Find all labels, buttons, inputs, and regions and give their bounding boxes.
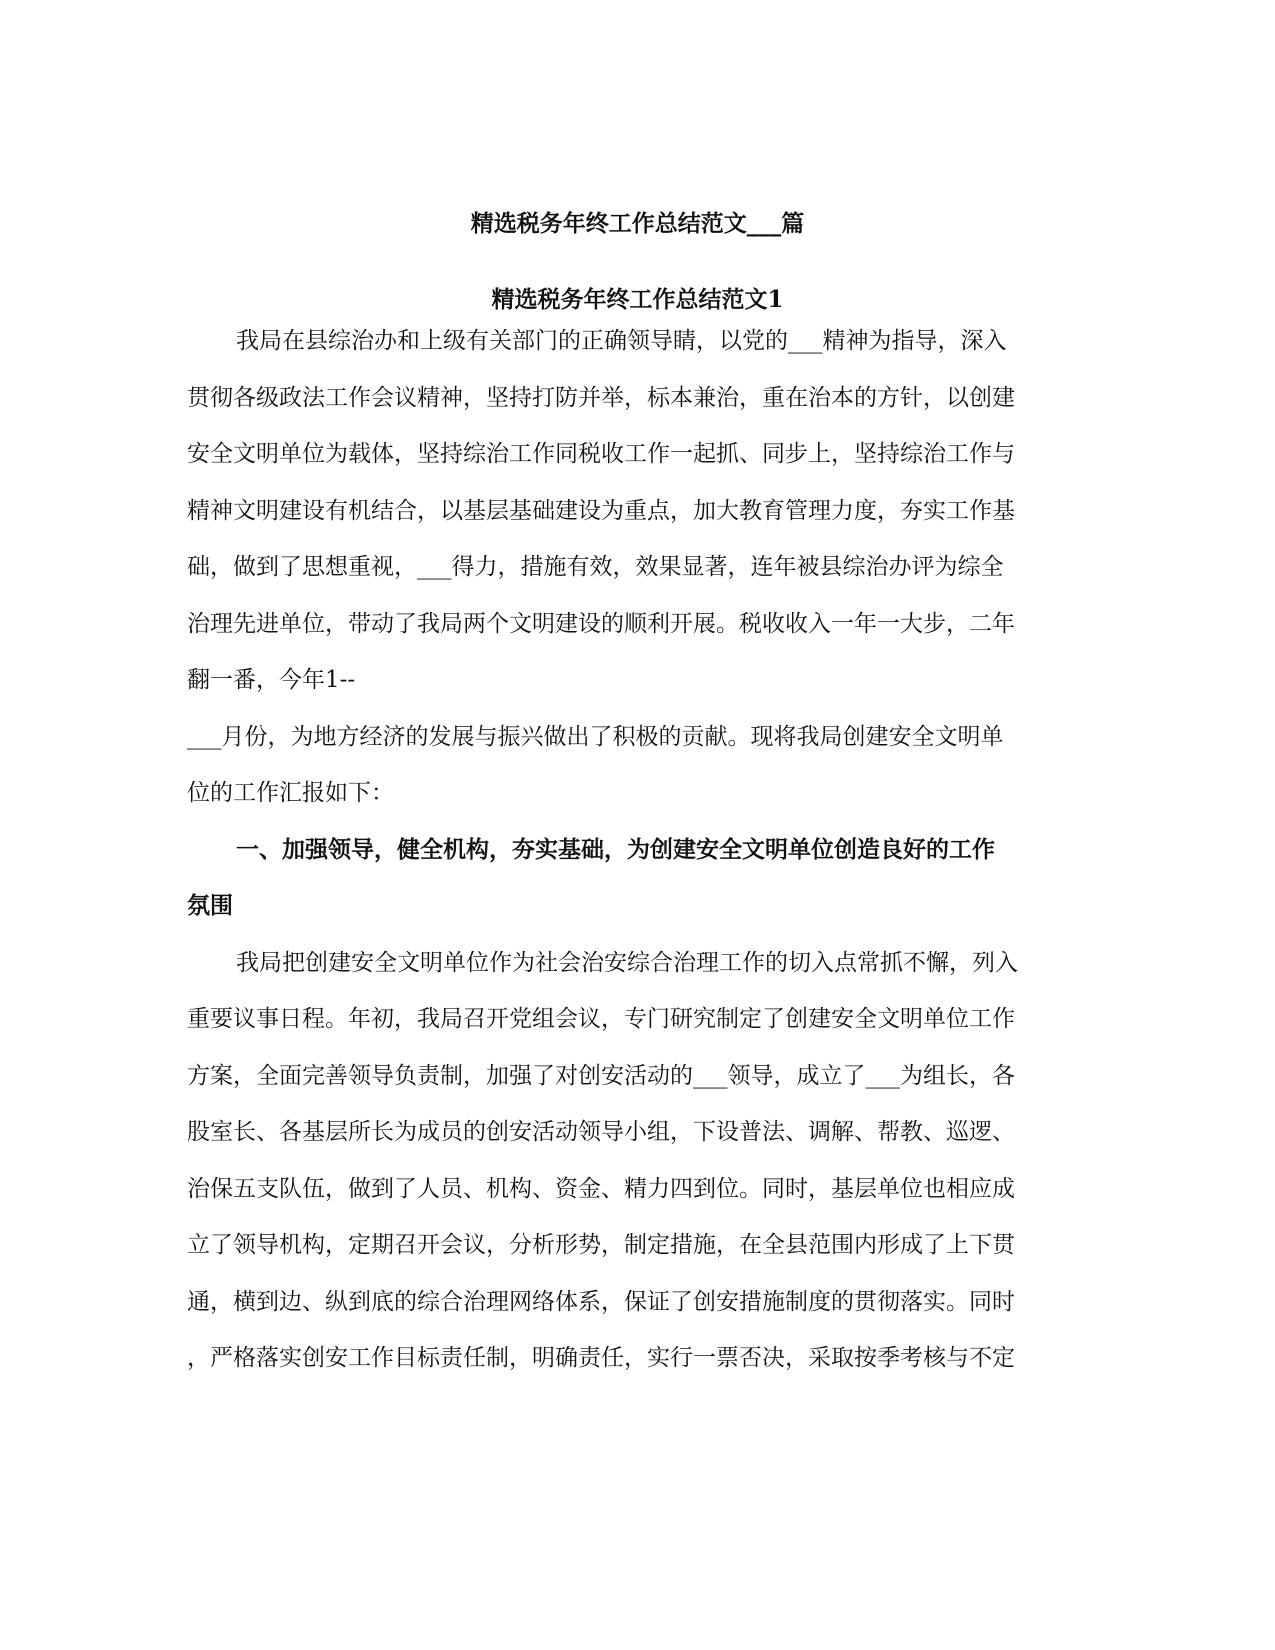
section-heading: 一、加强领导，健全机构，夯实基础，为创建安全文明单位创造良好的工作 [236, 836, 995, 863]
paragraph-line: 立了领导机构，定期召开会议，分析形势，制定措施，在全县范围内形成了上下贯 [187, 1232, 1015, 1258]
paragraph-line: 股室长、各基层所长为成员的创安活动领导小组，下设普法、调解、帮教、巡逻、 [187, 1119, 1015, 1145]
document-subtitle: 精选税务年终工作总结范文1 [491, 286, 784, 313]
paragraph-line: 治保五支队伍，做到了人员、机构、资金、精力四到位。同时，基层单位也相应成 [187, 1176, 1015, 1202]
paragraph-line: 通，横到边、纵到底的综合治理网络体系，保证了创安措施制度的贯彻落实。同时 [187, 1289, 1015, 1315]
paragraph-line: 安全文明单位为载体，坚持综治工作同税收工作一起抓、同步上，坚持综治工作与 [187, 441, 1015, 467]
document-title: 精选税务年终工作总结范文___篇 [470, 210, 805, 237]
section-heading-continued: 氛围 [187, 892, 233, 919]
paragraph-line: 重要议事日程。年初，我局召开党组会议，专门研究制定了创建安全文明单位工作 [187, 1006, 1015, 1032]
paragraph-line: 治理先进单位，带动了我局两个文明建设的顺利开展。税收收入一年一大步，二年 [187, 611, 1015, 637]
paragraph-line: 位的工作汇报如下： [187, 780, 394, 806]
paragraph-line: ___月份，为地方经济的发展与振兴做出了积极的贡献。现将我局创建安全文明单 [187, 724, 1004, 750]
paragraph-line: 精神文明建设有机结合，以基层基础建设为重点，加大教育管理力度，夯实工作基 [187, 498, 1015, 524]
paragraph-line: 我局在县综治办和上级有关部门的正确领导睛，以党的___精神为指导，深入 [236, 328, 1007, 354]
paragraph-line: 方案，全面完善领导负责制，加强了对创安活动的___领导，成立了___为组长，各 [187, 1063, 1015, 1089]
paragraph-line: 贯彻各级政法工作会议精神，坚持打防并举，标本兼治，重在治本的方针，以创建 [187, 385, 1015, 411]
paragraph-line: 础，做到了思想重视，___得力，措施有效，效果显著，连年被县综治办评为综全 [187, 554, 1004, 580]
paragraph-line: 我局把创建安全文明单位作为社会治安综合治理工作的切入点常抓不懈，列入 [236, 950, 1018, 976]
paragraph-line: ，严格落实创安工作目标责任制，明确责任，实行一票否决，采取按季考核与不定 [187, 1345, 1015, 1371]
paragraph-line: 翻一番，今年1-- [187, 667, 356, 693]
